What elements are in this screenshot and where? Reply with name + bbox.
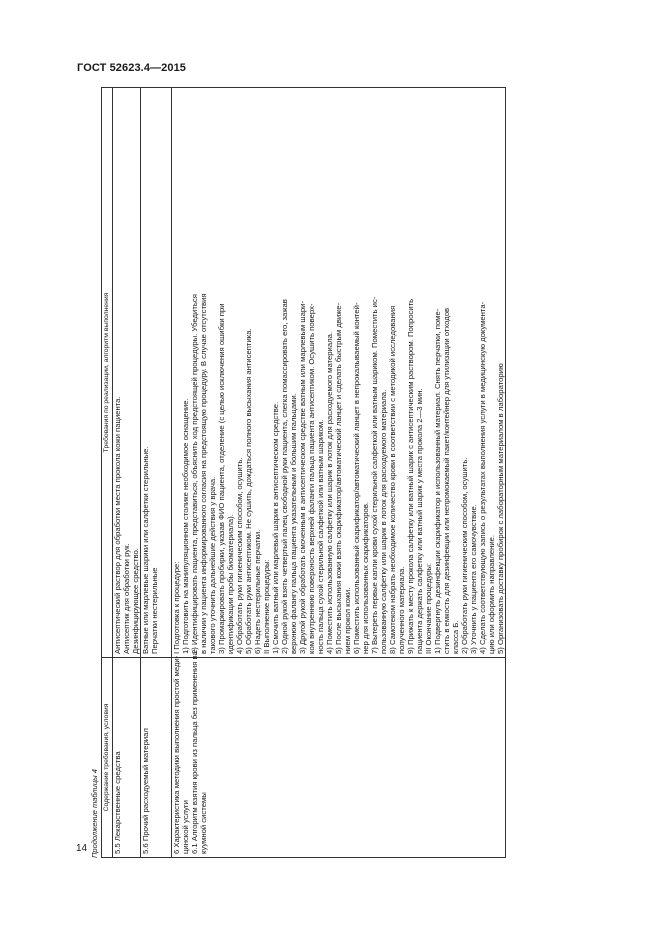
- cell-line: 6) Поместить использованный скарификатор/автоматический ланцет в непрокалываемый контей-: [352, 302, 361, 654]
- cell-line: Ватные или марлевые шарики или салфетки стерильные.: [141, 446, 150, 654]
- condition-cell: [113, 658, 141, 858]
- document-code: ГОСТ 52623.4—2015: [77, 62, 187, 74]
- cell-line: Антисептик для обработки рук.: [122, 543, 131, 654]
- cell-line: I Подготовка к процедуре:: [172, 561, 181, 654]
- cell-line: 5.6 Прочий расходуемый материал: [141, 728, 150, 854]
- cell-line: класса Б.: [451, 620, 460, 654]
- cell-line: Дезинфицирующее средство.: [131, 548, 140, 654]
- cell-line: нер для использованных скарификаторов.: [361, 501, 370, 654]
- cell-line: 1) Подвергнуть дезинфекции скарификатор и использованный материал. Снять перчатки, поме-: [433, 308, 442, 654]
- cell-line: 4) Сделать соответствующую запись о результатах выполнения услуги в медицинскую документа-: [478, 301, 487, 654]
- cell-line: III Окончание процедуры:: [424, 562, 433, 654]
- cell-line: полученного материала.: [397, 566, 406, 654]
- requirement-cell: [141, 88, 172, 658]
- cell-line: 2) Одной рукой взять четвертый палец свободной руки пациента, слегка помассировать его, зажав: [280, 299, 289, 654]
- cell-line: 1) Смочить ватный или марлевый шарик в антисептическом средстве.: [271, 401, 280, 654]
- cell-line: 5) Обработать руки антисептиком. Не сушить, дождаться полного высыхания антисептика.: [244, 328, 253, 654]
- cell-line: 1) Подготовить на манипуляционном столике необходимое оснащение.: [181, 398, 190, 654]
- requirements-table: [101, 87, 506, 858]
- cell-line: 5) Организовать доставку пробирок с лабораторным материалом в лабораторию: [496, 363, 505, 654]
- cell-line: цинской услуги: [181, 800, 190, 854]
- header-requirement: Требования по реализации, алгоритм выполнения: [102, 88, 113, 658]
- cell-line: 6 Характеристика методики выполнения простой меди-: [172, 655, 181, 854]
- cell-line: идентификации пробы биоматериала).: [226, 514, 235, 654]
- table-continuation-label: Продолжение таблицы 4: [90, 769, 99, 858]
- cell-line: II Выполнение процедуры:: [262, 559, 271, 654]
- rotated-table-page: [89, 88, 643, 858]
- cell-line: такового уточнить дальнейшие действия у врача.: [208, 476, 217, 654]
- cell-line: стить в емкость для дезинфекции или непромокаемый пакет/контейнер для утилизации отходов: [442, 307, 451, 654]
- cell-line: 5) После высыхания кожи взять скарификатор/автоматический ланцет и сделать быстрым движе-: [334, 302, 343, 654]
- cell-line: 7) Вытереть первые капли крови сухой стерильной салфеткой или ватным шариком. Поместить ис-: [370, 296, 379, 654]
- cell-line: пользованную салфетку или шарик в лоток для расходуемого материала.: [379, 389, 388, 654]
- cell-line: Перчатки нестерильные: [150, 567, 159, 654]
- table-row: [113, 88, 141, 858]
- condition-cell: [172, 648, 506, 858]
- cell-line: 4) Обработать руки гигиеническим способом, осушить.: [235, 457, 244, 654]
- cell-line: ком внутреннюю поверхность верхней фаланги пальца пациента антисептиком. Осушить поверх-: [307, 303, 316, 654]
- cell-line: в наличии у пациента информированного согласия на предстоящую процедуру. В случае отсутствия: [199, 293, 208, 654]
- page-number: 14: [76, 843, 88, 854]
- cell-spacer: [159, 91, 171, 654]
- cell-line: 3) Другой рукой обработать смоченным в антисептическом средстве ватным или марлевым шари-: [298, 300, 307, 654]
- cell-line: пациента держать салфетку или ватный шарик у места прокола 2—3 мин.: [415, 388, 424, 654]
- cell-line: куумной системы: [199, 792, 208, 854]
- table-row: [141, 88, 172, 858]
- cell-line: 2) Идентифицировать пациента, представиться, объяснить ход предстоящей процедуры. Убедиться: [190, 294, 199, 654]
- cell-line: цию или оформить направление.: [487, 534, 496, 654]
- cell-line: 9) Прижать к месту прокола салфетку или ватный шарик с антисептическим раствором. Попросить: [406, 298, 415, 654]
- cell-line: нием прокол кожи.: [343, 587, 352, 654]
- cell-line: 2) Обработать руки гигиеническим способом, осушить.: [460, 457, 469, 654]
- cell-line: 6.1 Алгоритм взятия крови из пальца без применения ва-: [190, 648, 199, 854]
- cell-line: 8) Самотеком набрать необходимое количество крови в соответствии с методикой исследования: [388, 305, 397, 654]
- condition-cell: [141, 658, 172, 858]
- header-condition: Содержание требования, условия: [102, 658, 113, 858]
- table-row: [172, 88, 506, 858]
- requirement-cell: [113, 88, 141, 658]
- cell-line: 4) Поместить использованную салфетку или шарик в лоток для расходуемого материала.: [325, 332, 334, 654]
- cell-line: 3) Уточнить у пациента его самочувствие.: [469, 504, 478, 654]
- table-header-row: [102, 88, 113, 858]
- cell-line: ность пальца сухой стерильной салфеткой или ватным шариком.: [316, 419, 325, 654]
- cell-line: Антисептический раствор для обработки места прокола кожи пациента.: [113, 396, 122, 654]
- cell-line: 3) Промаркировать пробирки, указав ФИО пациента, отделение (с целью исключения ошибки при: [217, 303, 226, 654]
- cell-spacer: [150, 661, 162, 854]
- cell-line: 5.5 Лекарственные средства: [113, 751, 122, 854]
- requirement-cell: [172, 88, 506, 658]
- cell-line: верхнюю фалангу пальца пациента указательным и большим пальцами.: [289, 393, 298, 654]
- cell-line: 6) Надеть нестерильные перчатки.: [253, 529, 262, 654]
